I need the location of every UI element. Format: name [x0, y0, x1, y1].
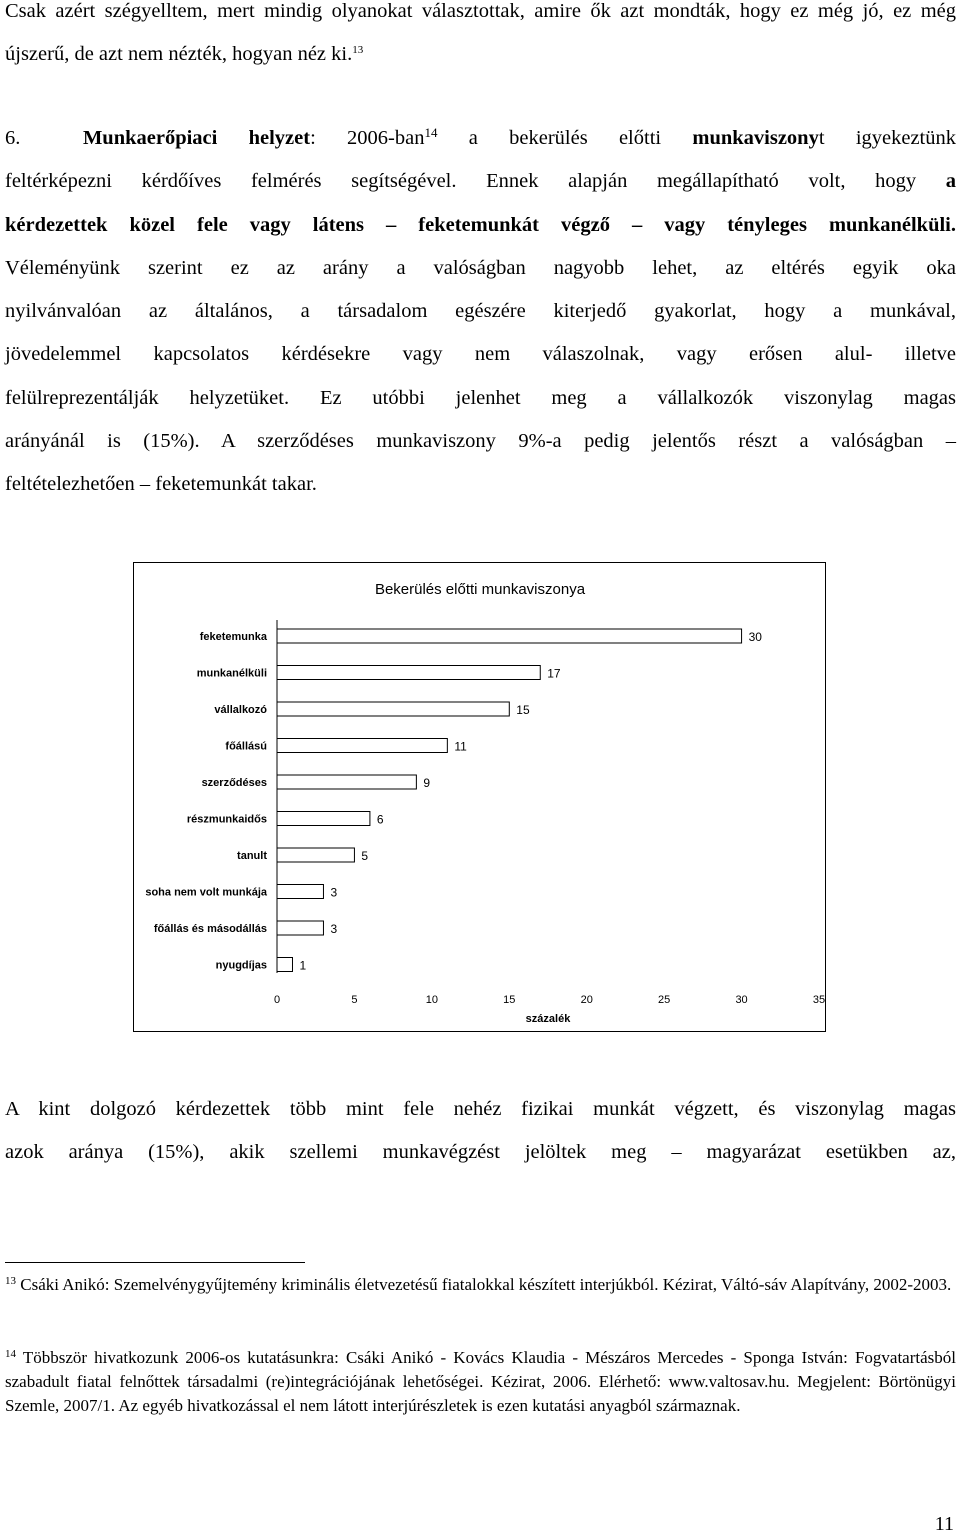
x-tick-label-7: 35	[812, 994, 826, 1006]
section-6-line-2: feltérképezni kérdőíves felmérés segítségével. Ennek alapján megállapítható volt, hogy a	[5, 170, 957, 193]
bar-6	[277, 848, 354, 862]
section-6-line-1: 6. Munkaerőpiaci helyzet: 2006-ban$^{14}$ a bekerülés előtti munkaviszonyt igyekeztünk	[5, 125, 957, 149]
x-tick-label-6: 30	[735, 994, 748, 1006]
category-label-2: vállalkozó	[214, 704, 267, 716]
page-number: 11	[934, 1513, 954, 1535]
bar-2	[277, 702, 509, 716]
value-label-1: 17	[547, 666, 561, 681]
bar-8	[277, 921, 323, 935]
footnote-ref-13[interactable]: 13	[352, 44, 364, 57]
value-label-2: 15	[516, 703, 530, 717]
category-label-3: főállású	[225, 740, 267, 753]
chart-svg	[134, 563, 827, 1033]
bar-5	[277, 812, 370, 826]
section-6-line-6: jövedelemmel kapcsolatos kérdésekre vagy nem válaszolnak, vagy erősen alul- illetve	[5, 343, 956, 366]
value-label-6: 5	[361, 849, 369, 863]
footnote-14-text: Többször hivatkozunk 2006-os kutatásunkra: Csáki Anikó - Kovács Klaudia - Mészáros Mercedes - Sponga István: Fogvatartásból szabadult fiatal felnőttek társadalmi (re)integrációjának lehetőségei. Kézirat, 2006. Elérhető: www.valtosav.hu. Megjelent: Börtönügyi Szemle, 2007/1. Az egyéb hivatkozással el nem látott interjúrészletek is ezen kutatási anyagból származnak.	[5, 1348, 956, 1415]
after-chart-paragraph	[5, 1088, 956, 1175]
x-tick-label-0: 0	[273, 994, 281, 1006]
category-label-6: tanult	[237, 850, 267, 862]
intro-paragraph	[5, 0, 956, 77]
section-6-paragraph	[5, 117, 956, 507]
value-label-3: 11	[454, 739, 467, 754]
x-tick-label-4: 20	[580, 994, 593, 1006]
value-label-5: 6	[376, 812, 384, 827]
category-label-4: szerződéses	[201, 777, 267, 789]
section-6-line-5: nyilvánvalóan az általános, a társadalom egészére kiterjedő gyakorlat, hogy a munkával,	[5, 300, 956, 323]
bar-3	[277, 739, 447, 753]
section-6-line-8: arányánál is (15%). A szerződéses munkaviszony 9%-a pedig jelentős részt a valóságban –	[5, 430, 956, 453]
section-6-line-4: Véleményünk szerint ez az arány a valóságban nagyobb lehet, az eltérés egyik oka	[5, 256, 956, 279]
x-tick-label-5: 25	[658, 994, 671, 1006]
bar-1	[277, 666, 540, 680]
after-line-1: A kint dolgozó kérdezettek több mint fele nehéz fizikai munkát végzett, és viszonylag magas	[5, 1098, 956, 1120]
bar-7	[277, 885, 323, 899]
footnote-13-text: Csáki Anikó: Szemelvénygyűjtemény kriminális életvezetésű fiatalokkal készített interjúkból. Kézirat, Váltó-sáv Alapítvány, 2002-2003.	[20, 1275, 952, 1294]
after-line-2: azok aránya (15%), akik szellemi munkavégzést jelöltek meg – magyarázat esetükben az,	[5, 1141, 956, 1164]
value-label-8: 3	[330, 922, 338, 936]
footnote-number-13: 13	[5, 1275, 16, 1287]
x-axis-label: százalék	[525, 1013, 571, 1025]
value-label-0: 30	[748, 630, 762, 644]
category-label-1: munkanélküli	[196, 667, 267, 680]
intro-line-1: Csak azért szégyelltem, mert mindig olyanokat választottak, amire ők azt mondták, hogy ez még jó, ez még	[5, 0, 956, 22]
footnote-14	[5, 1346, 956, 1418]
bar-4	[277, 775, 416, 789]
section-6-line-3: kérdezettek közel fele vagy látens – feketemunkát végző – vagy tényleges munkanélküli.	[5, 213, 956, 236]
category-label-9: nyugdíjas	[215, 959, 267, 972]
bar-0	[277, 629, 742, 643]
x-tick-label-2: 10	[425, 994, 438, 1006]
x-tick-label-3: 15	[503, 994, 516, 1006]
value-label-4: 9	[423, 776, 431, 790]
footnote-13	[5, 1273, 956, 1297]
employment-bar-chart	[133, 562, 826, 1032]
value-label-9: 1	[299, 958, 307, 973]
category-label-0: feketemunka	[199, 631, 267, 643]
section-6-line-7: felülreprezentálják helyzetüket. Ez utóbbi jelenhet meg a vállalkozók viszonylag magas	[5, 386, 956, 409]
x-tick-label-1: 5	[351, 994, 358, 1006]
bar-9	[277, 958, 292, 972]
footnote-ref-14[interactable]: 14	[424, 125, 438, 140]
footnote-number-14: 14	[5, 1348, 16, 1360]
category-label-7: soha nem volt munkája	[145, 886, 267, 899]
chart-title: Bekerülés előtti munkaviszonya	[374, 581, 586, 598]
section-6-line-9: feltételezhetően – feketemunkát takar.	[5, 473, 317, 496]
category-label-8: főállás és másodállás	[153, 923, 267, 935]
intro-line-2: újszerű, de azt nem nézték, hogyan néz ki.$^{13}$	[5, 43, 364, 66]
footnote-separator	[5, 1262, 305, 1263]
value-label-7: 3	[330, 885, 338, 900]
category-label-5: részmunkaidős	[186, 813, 267, 826]
